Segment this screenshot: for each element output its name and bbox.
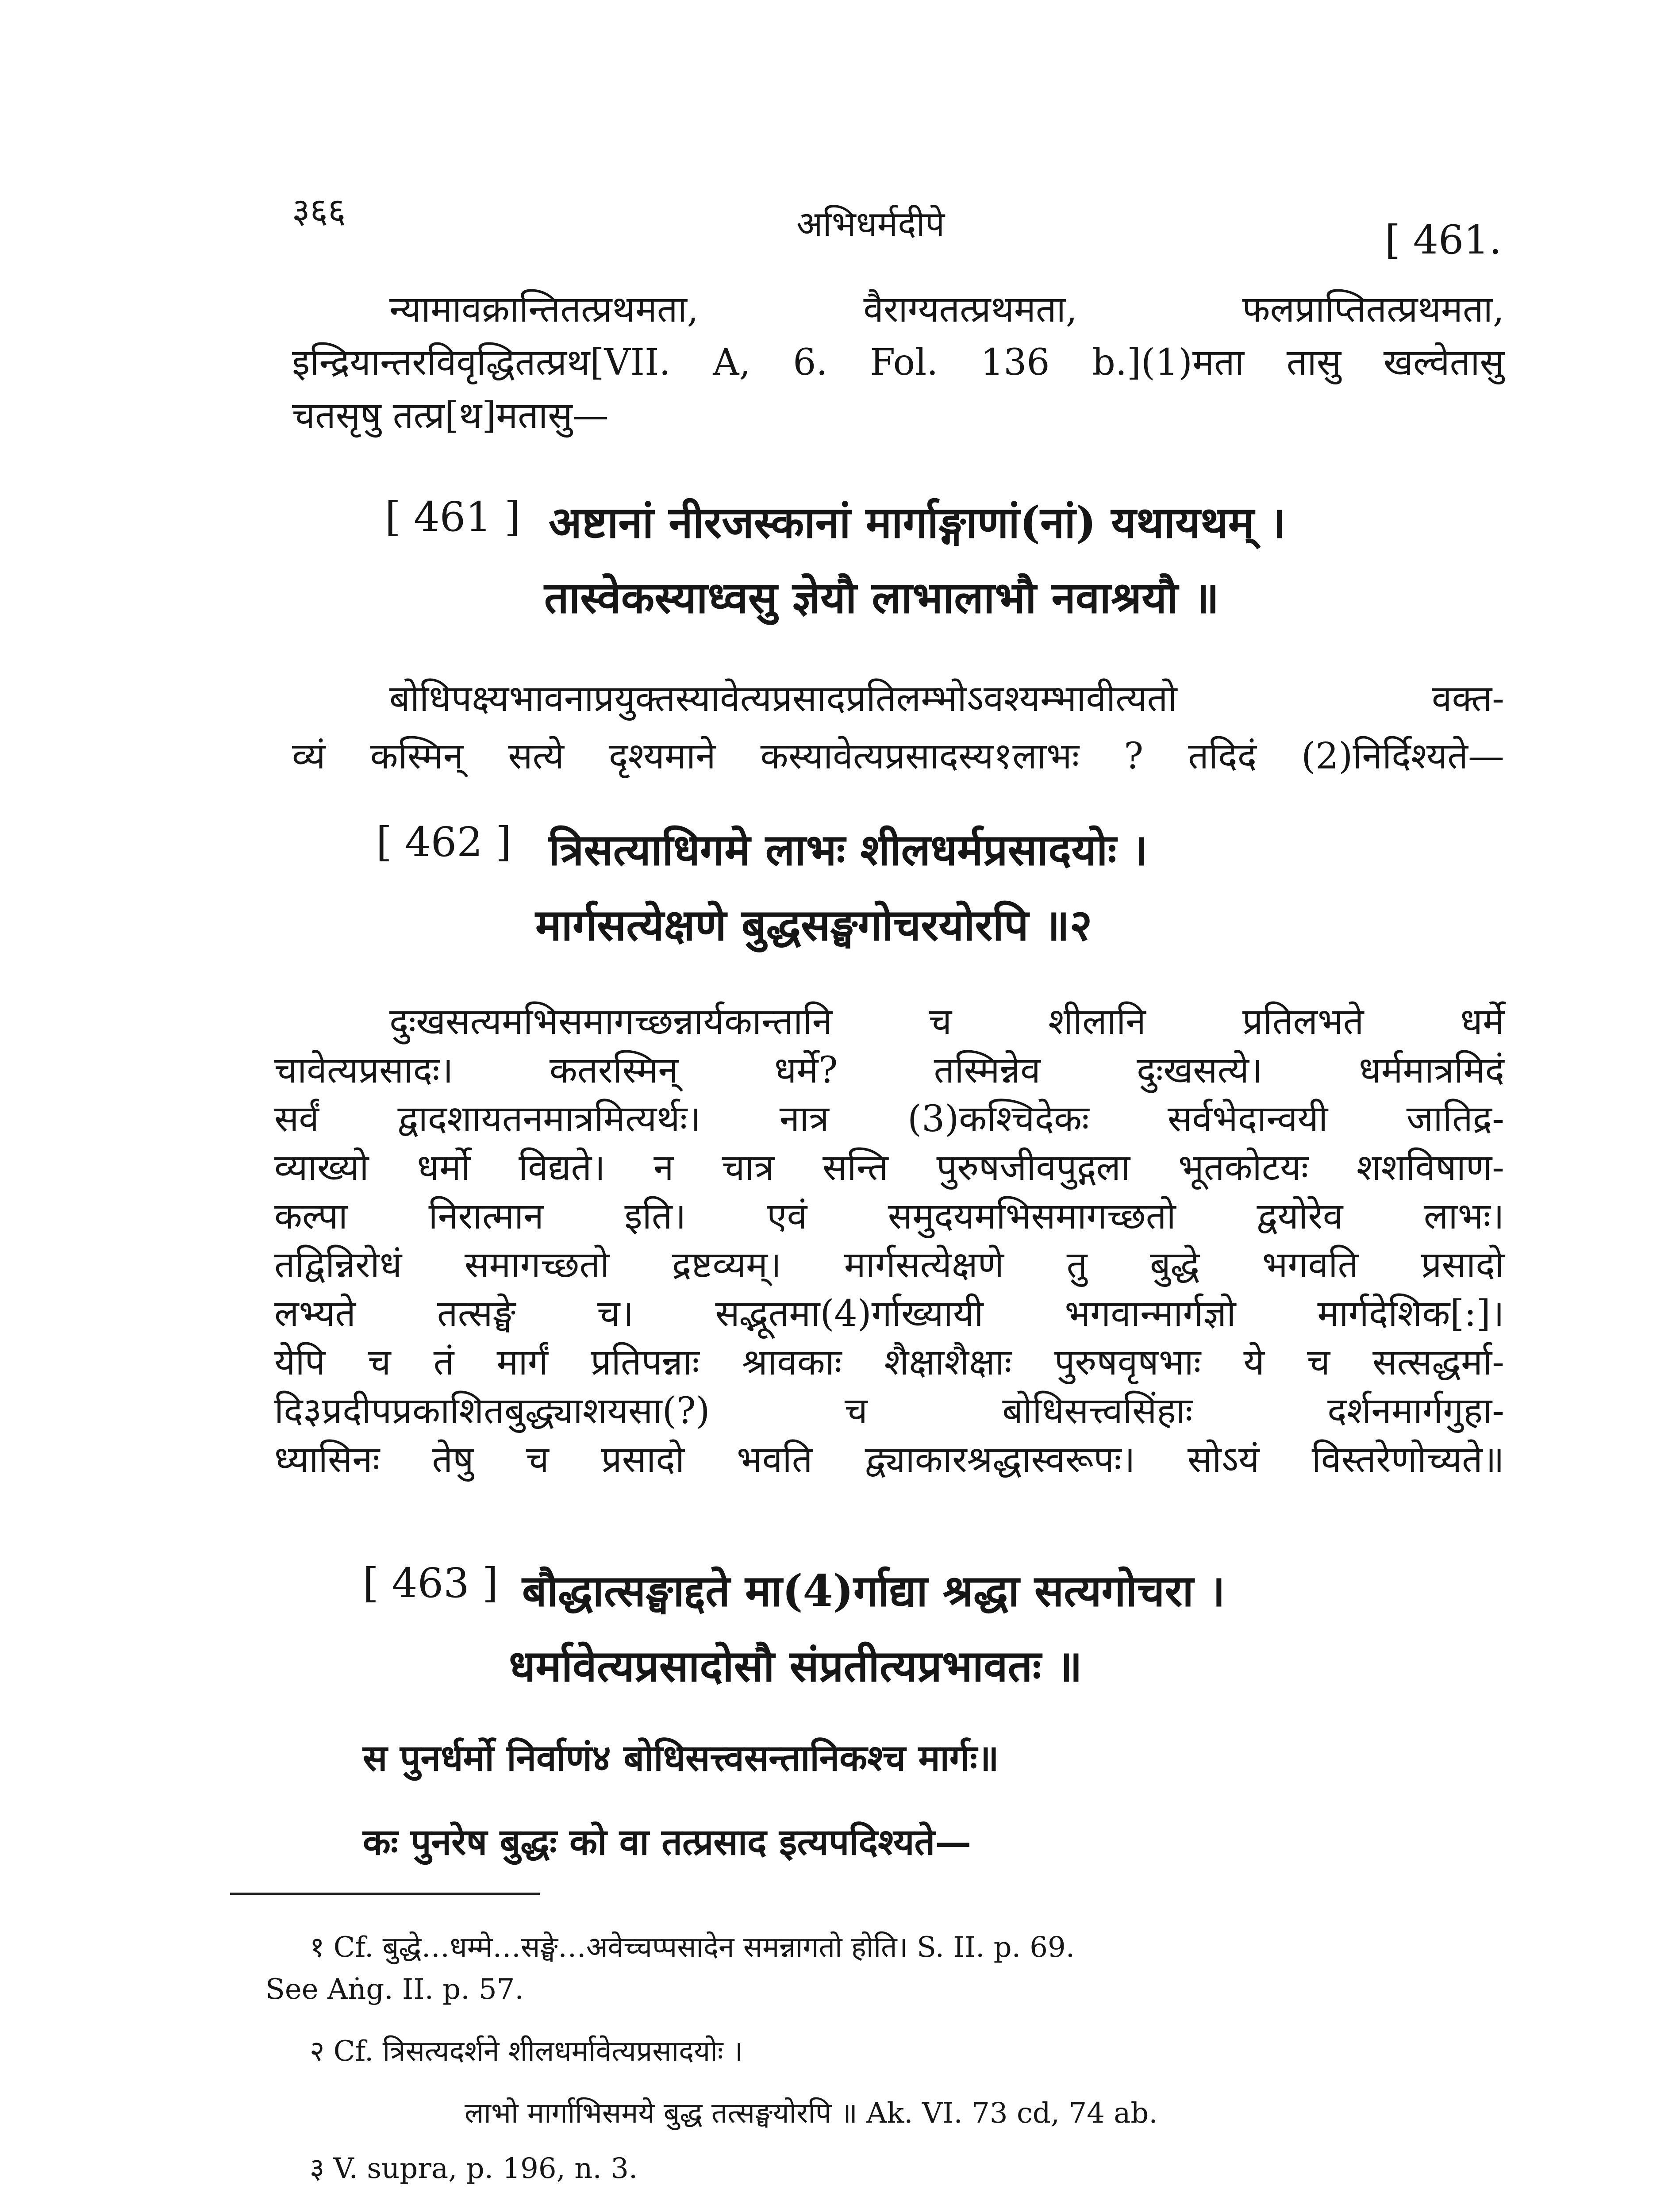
comment-462-line-6: तद्विन्निरोधं समागच्छतो द्रष्टव्यम्। मार्गसत्येक्षणे तु बुद्धे भगवति प्रसादो [274,1244,1504,1286]
footnote-3: ३ V. supra, p. 196, n. 3. [310,2152,638,2185]
comment-463-line-2: कः पुनरेष बुद्धः को वा तत्प्रसाद इत्यपदिश्यते— [363,1821,972,1863]
verse-463-number: [ 463 ] [363,1559,498,1607]
comment-462-line-7: लभ्यते तत्सङ्घे च। सद्भूतमा(4)र्गाख्यायी भगवान्मार्गज्ञो मार्गदेशिक[:]। [274,1293,1504,1335]
page-number: ३६६ [292,191,346,231]
comment-462-line-2: चावेत्यप्रसादः। कतरस्मिन् धर्मे? तस्मिन्नेव दुःखसत्ये। धर्ममात्रमिदं [274,1049,1504,1091]
verse-461-number: [ 461 ] [385,493,520,541]
verse-462-line-2: मार्गसत्येक्षणे बुद्धसङ्घगोचरयोरपि ॥२ [535,900,1092,951]
verse-462-line-1: त्रिसत्याधिगमे लाभः शीलधर्मप्रसादयोः । [549,825,1148,876]
footnote-2-line-2: लाभो मार्गाभिसमये बुद्ध तत्सङ्घयोरपि ॥ Ak. VI. 73 cd, 74 ab. [465,2097,1158,2130]
verse-461-line-2: तास्वेकस्याध्वसु ज्ञेयौ लाभालाभौ नवाश्रयौ ॥ [544,572,1219,623]
footnote-2-line-1: २ Cf. त्रिसत्यदर्शने शीलधर्मावेत्यप्रसादयोः । [310,2035,743,2068]
intro-line-3: चतसृषु तत्प्र[थ]मतासु— [292,395,609,437]
footnote-4-line-1 [310,2208,914,2212]
footnote-divider [230,1893,540,1895]
verse-463-line-2: धर्मावेत्यप्रसादोसौ संप्रतीत्यप्रभावतः ॥ [509,1641,1083,1692]
comment-462-line-3: सर्वं द्वादशायतनमात्रमित्यर्थः। नात्र (3)कश्चिदेकः सर्वभेदान्वयी जातिद्र- [274,1098,1504,1140]
footnote-1-line-2: See Aṅg. II. p. 57. [265,1973,524,2006]
verse-462-number: [ 462 ] [376,818,511,866]
comment-461-line-1: बोधिपक्ष्यभावनाप्रयुक्तस्यावेत्यप्रसादप्रतिलम्भोऽवश्यम्भावीत्यतो वक्त- [389,678,1504,720]
running-title: अभिधर्मदीपे [796,204,945,244]
comment-463-line-1: स पुनर्धर्मो निर्वाणं४ बोधिसत्त्वसन्तानिकश्च मार्गः॥ [363,1737,999,1779]
comment-462-line-1: दुःखसत्यमभिसमागच्छन्नार्यकान्तानि च शीलानि प्रतिलभते धर्मे [389,1001,1504,1043]
footnote-1-line-1: १ Cf. बुद्धे…धम्मे…सङ्घे…अवेच्चप्पसादेन समन्नागतो होति। S. II. p. 69. [310,1931,1075,1964]
comment-462-line-9: दि३प्रदीपप्रकाशितबुद्ध्याशयसा(?) च बोधिसत्त्वसिंहाः दर्शनमार्गगुहा- [274,1390,1504,1432]
verse-reference: [ 461. [1385,217,1502,263]
comment-461-line-2: व्यं कस्मिन् सत्ये दृश्यमाने कस्यावेत्यप्रसादस्य१लाभः ? तदिदं (2)निर्दिश्यते— [292,735,1504,777]
comment-462-line-10: ध्यासिनः तेषु च प्रसादो भवति द्व्याकारश्रद्धास्वरूपः। सोऽयं विस्तरेणोच्यते॥ [274,1439,1504,1481]
comment-462-line-5: कल्पा निरात्मान इति। एवं समुदयमभिसमागच्छतो द्वयोरेव लाभः। [274,1195,1504,1237]
intro-line-2: इन्द्रियान्तरविवृद्धितत्प्रथ[VII. A, 6. Fol. 136 b.](1)मता तासु खल्वेतासु [292,342,1504,384]
intro-line-1: न्यामावक्रान्तितत्प्रथमता, वैराग्यतत्प्रथमता, फलप्राप्तितत्प्रथमता, [389,288,1504,330]
verse-461-line-1: अष्टानां नीरजस्कानां मार्गाङ्गाणां(नां) यथायथम् । [549,497,1286,548]
verse-463-line-1: बौद्धात्सङ्घाद्दते मा(4)र्गाद्या श्रद्धा सत्यगोचरा । [522,1566,1226,1617]
comment-462-line-4: व्याख्यो धर्मो विद्यते। न चात्र सन्ति पुरुषजीवपुद्गला भूतकोटयः शशविषाण- [274,1147,1504,1189]
comment-462-line-8: येपि च तं मार्गं प्रतिपन्नाः श्रावकाः शैक्षाशैक्षाः पुरुषवृषभाः ये च सत्सद्धर्मा- [274,1341,1504,1383]
